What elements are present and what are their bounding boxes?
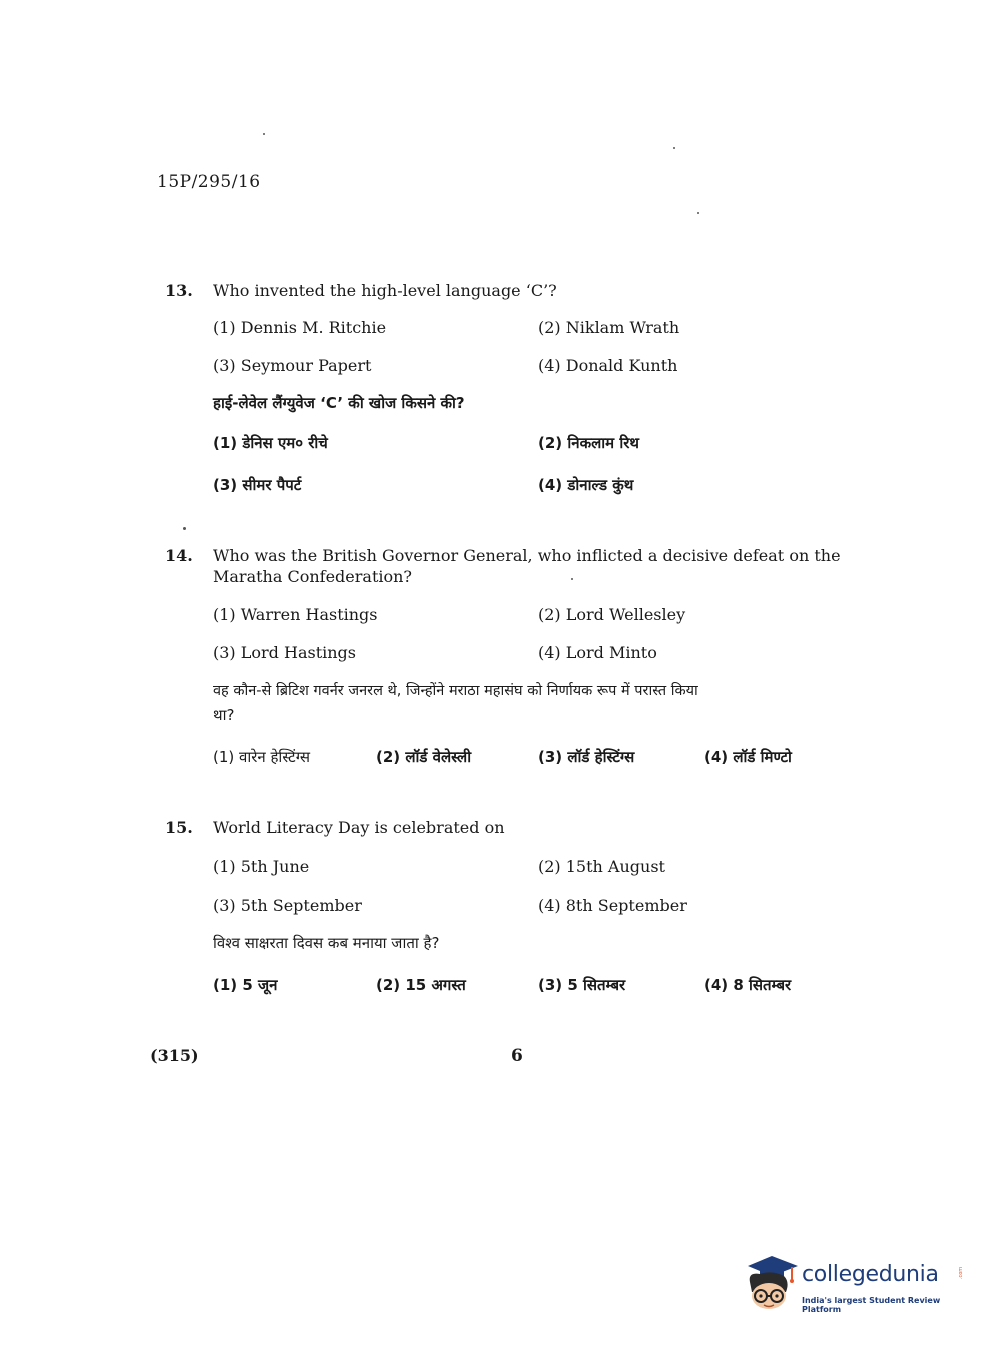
question-text-hi: हाई-लेवेल लैंग्युवेज ‘C’ की खोज किसने की? xyxy=(213,394,465,412)
question-text-en: World Literacy Day is celebrated on xyxy=(213,818,505,837)
option-hi: (3) 5 सितम्बर xyxy=(538,976,626,994)
option-hi: (2) निकलाम रिथ xyxy=(538,434,639,452)
option-en: (4) Lord Minto xyxy=(538,643,657,662)
option-en: (2) 15th August xyxy=(538,857,665,876)
question-text-hi-line1: वह कौन-से ब्रिटिश गवर्नर जनरल थे, जिन्होंने मराठा महासंघ को निर्णायक रूप में परास्त किया xyxy=(213,683,698,699)
option-hi: (4) लॉर्ड मिण्टो xyxy=(704,748,792,766)
question-text-en-line2: Maratha Confederation? xyxy=(213,567,412,586)
scan-speck xyxy=(571,578,573,580)
option-hi: (2) 15 अगस्त xyxy=(376,976,466,994)
question-text-en: Who invented the high-level language ‘C’? xyxy=(213,281,557,300)
option-hi: (1) 5 जून xyxy=(213,976,278,994)
question-number: 15. xyxy=(165,818,193,837)
question-number: 13. xyxy=(165,281,193,300)
option-en: (1) Warren Hastings xyxy=(213,605,378,624)
option-hi: (1) वारेन हेस्टिंग्स xyxy=(213,748,311,766)
option-en: (3) 5th September xyxy=(213,896,362,915)
option-en: (1) Dennis M. Ritchie xyxy=(213,318,387,337)
scan-speck xyxy=(263,133,265,135)
page-code: 15P/295/16 xyxy=(157,172,261,192)
option-hi: (4) डोनाल्ड कुंथ xyxy=(538,476,634,494)
option-en: (3) Seymour Papert xyxy=(213,356,372,375)
option-hi: (4) 8 सितम्बर xyxy=(704,976,792,994)
option-en: (4) 8th September xyxy=(538,896,687,915)
option-en: (4) Donald Kunth xyxy=(538,356,678,375)
scan-speck xyxy=(697,212,699,214)
mascot-icon xyxy=(742,1252,800,1314)
collegedunia-logo xyxy=(742,1252,970,1318)
question-text-en-line1: Who was the British Governor General, who inflicted a decisive defeat on the xyxy=(213,546,841,565)
question-text-hi-line2: था? xyxy=(213,706,235,724)
page-number: 6 xyxy=(511,1046,523,1066)
scan-speck xyxy=(183,527,186,530)
option-en: (2) Niklam Wrath xyxy=(538,318,680,337)
option-en: (1) 5th June xyxy=(213,857,310,876)
option-hi: (3) सीमर पैपर्ट xyxy=(213,476,302,494)
option-en: (3) Lord Hastings xyxy=(213,643,356,662)
option-hi: (1) डेनिस एम० रीचे xyxy=(213,434,328,452)
question-text-hi: विश्व साक्षरता दिवस कब मनाया जाता है? xyxy=(213,934,440,952)
brand-suffix: .com xyxy=(958,1266,965,1280)
option-hi: (3) लॉर्ड हेस्टिंग्स xyxy=(538,748,635,766)
option-hi: (2) लॉर्ड वेलेस्ली xyxy=(376,748,472,766)
footer-code: (315) xyxy=(150,1046,199,1065)
question-number: 14. xyxy=(165,546,193,565)
option-en: (2) Lord Wellesley xyxy=(538,605,686,624)
brand-name: collegedunia xyxy=(802,1262,939,1287)
scan-speck xyxy=(673,147,675,149)
brand-tagline: India's largest Student Review Platform xyxy=(802,1296,941,1314)
